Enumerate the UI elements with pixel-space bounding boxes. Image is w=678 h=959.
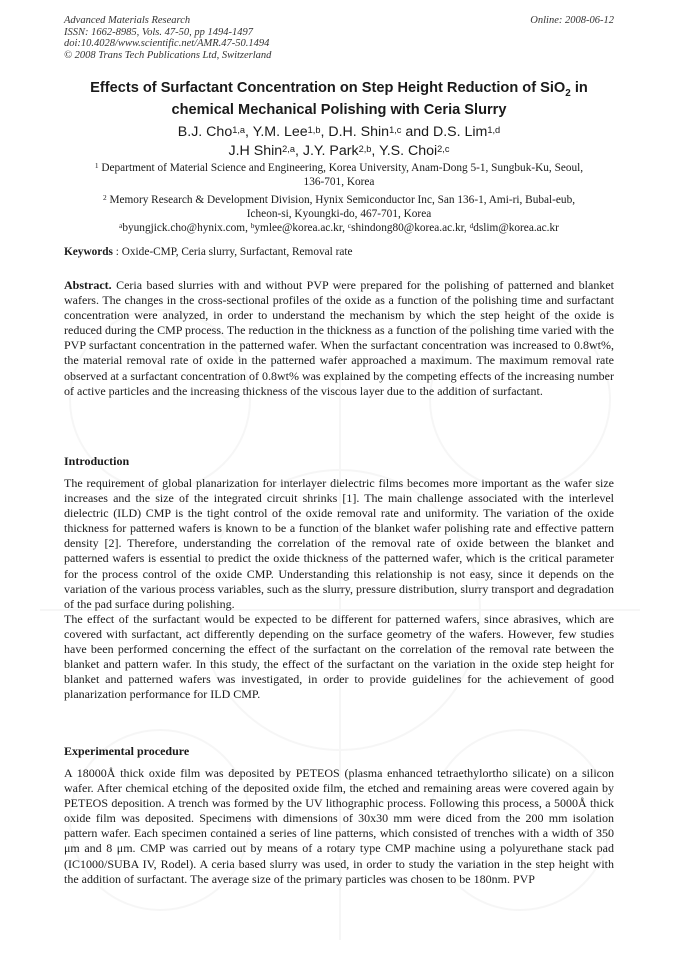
email-link[interactable]: ymlee@korea.ac.kr, bbox=[254, 222, 348, 234]
issn-line: ISSN: 1662-8985, Vols. 47-50, pp 1494-1497 bbox=[64, 26, 253, 38]
author: Y.M. Lee bbox=[252, 124, 308, 140]
abstract: Abstract. Ceria based slurries with and without PVP were prepared for the polishing of patterned and blanket wafers. The changes in the cross-sectional profiles of the oxide as a function of the polishing time and surfactant concentration were analyzed, in order to understand the mechanism by which the step height of the oxide is reduced during the CMP process. The reduction in the thickness as a function of the polishing time varied with the PVP surfactant concentration in the patterned wafer. When the surfactant concentration was increased to 0.8wt%, the material removal rate of oxide in the patterned wafer approached a maximum. The maximum removal rate observed at a surfactant concentration of 0.8wt% was explained by the competing effects of the increasing number of active particles and the increasing thickness of the viscous layer due to the addition of surfactant. bbox=[64, 278, 614, 398]
journal-name: Advanced Materials Research bbox=[64, 15, 191, 26]
introduction-body bbox=[64, 476, 614, 702]
journal-header bbox=[64, 15, 271, 61]
paragraph: A 18000Å thick oxide film was deposited by PETEOS (plasma enhanced tetraethylortho silicate) on a silicon wafer. After chemical etching of the deposited oxide film, the etched and remaining areas were covered again by PETEOS deposition. A trench was formed by the UV lithographic process. Following this process, a 5000Å thick oxide film was deposited. Specimens with dimensions of 30x30 mm were diced from the 200 mm isolation pattern wafer. Each specimen contained a series of line patterns, which consisted of trenches with a width of 350 μm and 8 μm. CMP was carried out by means of a rotary type CMP machine using a polyurethane stack pad (IC1000/SUBA IV, Rodel). A ceria based slurry was used, in order to study the variation in the step height with the addition of surfactant. The average size of the primary particles was chosen to be 180nm. PVP bbox=[64, 766, 614, 886]
copyright-line: © 2008 Trans Tech Publications Ltd, Switzerland bbox=[64, 49, 272, 61]
paragraph: The effect of the surfactant would be expected to be different for patterned wafers, since abrasives, which are covered with surfactant, act differently depending on the surface geometry of the wafers. However, few studies have been performed concerning the effect of the surfactant on the correlation of the removal rate between the blanket and pattern wafer. In this study, the effect of the surfactant on the variation in the oxide step height for blanket and patterned wafers was investigated, in order to provide guidelines for the achievement of good planarization performance for ILD CMP. bbox=[64, 611, 614, 702]
affiliation-2: $^2$ Memory Research & Development Division, Hynix Semiconductor Inc, San 136-1, Ami-ri, Bubal-eub, bbox=[102, 193, 576, 206]
author: J.Y. Park bbox=[302, 143, 359, 159]
email-link[interactable]: shindong80@korea.ac.kr, bbox=[351, 222, 470, 234]
online-date: Online: 2008-06-12 bbox=[530, 15, 614, 26]
affiliation-1: $^1$ Department of Material Science and Engineering, Korea University, Anam-Dong 5-1, Sungbuk-Ku, Seoul, bbox=[94, 161, 584, 174]
author: B.J. Cho bbox=[177, 124, 233, 140]
experimental-body bbox=[64, 766, 614, 887]
author-line-2: J.H Shin$^{2,a}$, J.Y. Park$^{2,b}$, Y.S. Choi$^{2,c}$ bbox=[228, 143, 450, 159]
email-line: $^a$byungjick.cho@hynix.com, $^b$ymlee@korea.ac.kr, $^c$shindong80@korea.ac.kr, $^d$dslim@korea.ac.kr bbox=[119, 221, 559, 234]
introduction-heading: Introduction bbox=[64, 454, 130, 468]
paragraph: The requirement of global planarization for interlayer dielectric films becomes more important as the wafer size increases and the size of the integrated circuit shrinks [1]. The main challenge associated with the interlevel dielectric (ILD) CMP is the tight control of the oxide removal rate and uniformity. The variation of the oxide thickness for patterned wafers is known to be a function of the blanket wafer polishing rate and effective pattern density [2]. Therefore, understanding the correlation of the removal rate of oxide between the blanket and patterned wafers is essential to predict the oxide thickness of the patterned wafer, which is the critical parameter for the process control of the oxide CMP. Understanding this relationship is not easy, since it depends on the variation of the various process variables, such as the slurry, pressure distribution, slurry transport and degradation of the pad surface during polishing. bbox=[64, 476, 614, 611]
experimental-heading: Experimental procedure bbox=[64, 744, 190, 758]
affiliations: $^1$ Department of Material Science and Engineering, Korea University, Anam-Dong 5-1, Sungbuk-Ku, Seoul, 136-701, Korea $^2$ Memory Research & Development Division, Hynix Semiconductor Inc, San 136-1, Ami-ri, Bubal-eub, Icheon-si, Kyoungki-do, 467-701, Korea $^a$byungjick.cho@hynix.com, $^b$ymlee@korea.ac.kr, $^c$shindong80@korea.ac.kr, $^d$dslim@korea.ac.kr bbox=[64, 161, 614, 235]
author: D.H. Shin bbox=[328, 124, 390, 140]
author: D.S. Lim bbox=[432, 124, 488, 140]
author-list bbox=[40, 123, 638, 161]
email-link[interactable]: dslim@korea.ac.kr bbox=[473, 222, 559, 234]
author: J.H Shin bbox=[228, 143, 283, 159]
doi-line: doi:10.4028/www.scientific.net/AMR.47-50.1494 bbox=[64, 38, 270, 50]
author-line-1: B.J. Cho$^{1,a}$, Y.M. Lee$^{1,b}$, D.H. Shin$^{1,c}$ and D.S. Lim$^{1,d}$ bbox=[177, 124, 501, 140]
email-link[interactable]: byungjick.cho@hynix.com, bbox=[122, 222, 251, 234]
author: Y.S. Choi bbox=[379, 143, 438, 159]
abstract-label: Abstract. bbox=[64, 278, 112, 292]
keywords: Keywords : Oxide-CMP, Ceria slurry, Surfactant, Removal rate bbox=[64, 246, 353, 258]
paper-title: Effects of Surfactant Concentration on Step Height Reduction of SiO$_2$ in chemical Mechanical Polishing with Ceria Slurry bbox=[90, 80, 588, 119]
keywords-label: Keywords bbox=[64, 246, 113, 258]
